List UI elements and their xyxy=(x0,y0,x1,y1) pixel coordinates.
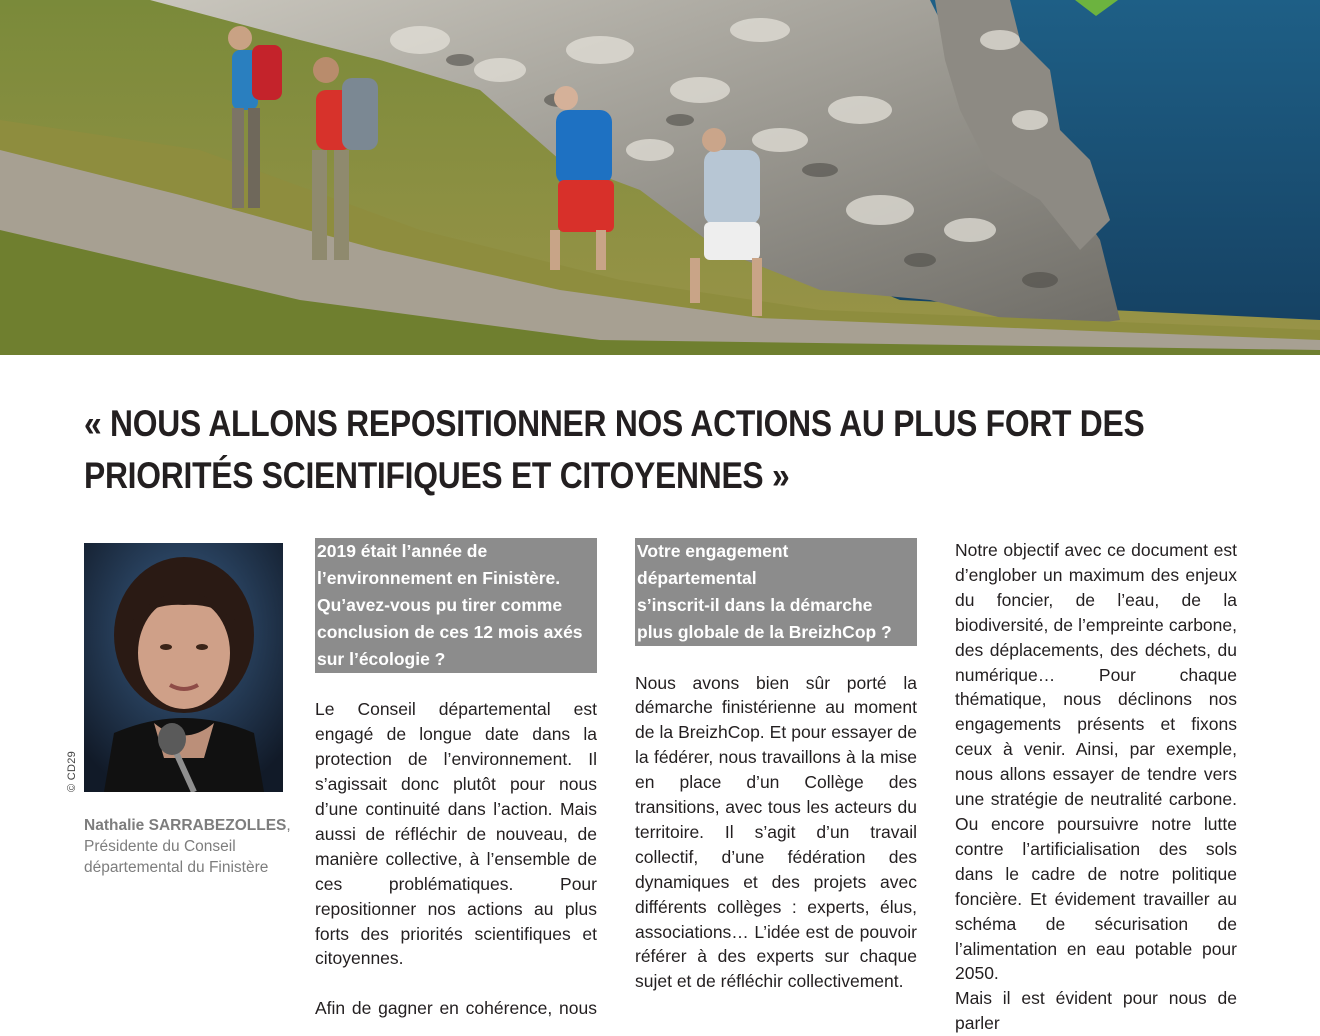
person-name: Nathalie SARRABEZOLLES xyxy=(84,817,287,834)
question-1-line: conclusion de ces 12 mois axés xyxy=(315,619,597,646)
question-2 xyxy=(635,538,917,646)
question-1-line: sur l’écologie ? xyxy=(315,646,597,673)
answer-3-paragraph-1: Notre objectif avec ce document est d’englober un maximum des enjeux du foncier, de l’eau, de la biodiversité, de l’empreinte carbone, des déplacements, des déchets, du numérique… Pour chaque thématique, nous déclinons nos engagements présents et fixons ceux à venir. Ainsi, par exemple, nous allons essayer de tendre vers une stratégie de neutralité carbone. Ou encore poursuivre notre lutte contre l’artificialisation des sols dans le cadre de notre politique foncière. Et évidement travailler au schéma de sécurisation de l’alimentation en eau potable pour 2050. xyxy=(955,540,1237,984)
answer-1-paragraph-1: Le Conseil départemental est engagé de longue date dans la protection de l’environnement. Il s’agissait donc plutôt pour nous d’une continuité dans l’action. Mais aussi de réfléchir de nouveau, de manière collective, à l’ensemble de ces problématiques. Pour repositionner nos actions au plus forts des priorités scientifiques et citoyennes. xyxy=(315,699,597,969)
hero-photo xyxy=(0,0,1320,355)
title-line-1: « NOUS ALLONS REPOSITIONNER NOS ACTIONS AU PLUS FORT DES xyxy=(84,403,1145,444)
name-suffix: , xyxy=(286,817,291,834)
column-3 xyxy=(955,538,1237,1036)
portrait-caption xyxy=(84,815,299,878)
question-1-line: 2019 était l’année de xyxy=(315,538,597,565)
caption-role-line-2: départemental du Finistère xyxy=(84,859,269,876)
answer-1-paragraph-2: Afin de gagner en cohérence, nous xyxy=(315,998,597,1019)
question-2-line: Votre engagement xyxy=(635,538,917,565)
hikers-on-coastal-cliff-photo xyxy=(0,0,1320,355)
question-1-line: l’environnement en Finistère. xyxy=(315,565,597,592)
question-2-line: plus globale de la BreizhCop ? xyxy=(635,619,917,646)
portrait-illustration xyxy=(84,543,283,792)
column-1 xyxy=(315,538,597,1021)
answer-3-paragraph-2: Mais il est évident pour nous de parler xyxy=(955,988,1237,1034)
photo-credit: © CD29 xyxy=(66,750,78,792)
question-1 xyxy=(315,538,597,673)
answer-2-paragraph-1: Nous avons bien sûr porté la démarche finistérienne au moment de la BreizhCop. Et pour essayer de la fédérer, nous travaillons à la mise en place d’un Collège des transitions, avec tous les acteurs du territoire. Il s’agit d’un travail collectif, d’une fédération des dynamiques et des projets avec différents collèges : experts, élus, associations… L’idée est de pouvoir référer à des experts sur chaque sujet et de réfléchir collectivement. xyxy=(635,672,917,992)
question-1-line: Qu’avez-vous pu tirer comme xyxy=(315,592,597,619)
caption-name-line xyxy=(84,815,299,836)
question-2-line: départemental xyxy=(635,565,917,592)
title-line-2: PRIORITÉS SCIENTIFIQUES ET CITOYENNES » xyxy=(84,455,790,496)
caption-role-line-1: Présidente du Conseil xyxy=(84,838,236,855)
question-2-line: s’inscrit-il dans la démarche xyxy=(635,592,917,619)
portrait-photo xyxy=(84,543,283,792)
column-2 xyxy=(635,538,917,994)
page-title xyxy=(84,398,1145,502)
